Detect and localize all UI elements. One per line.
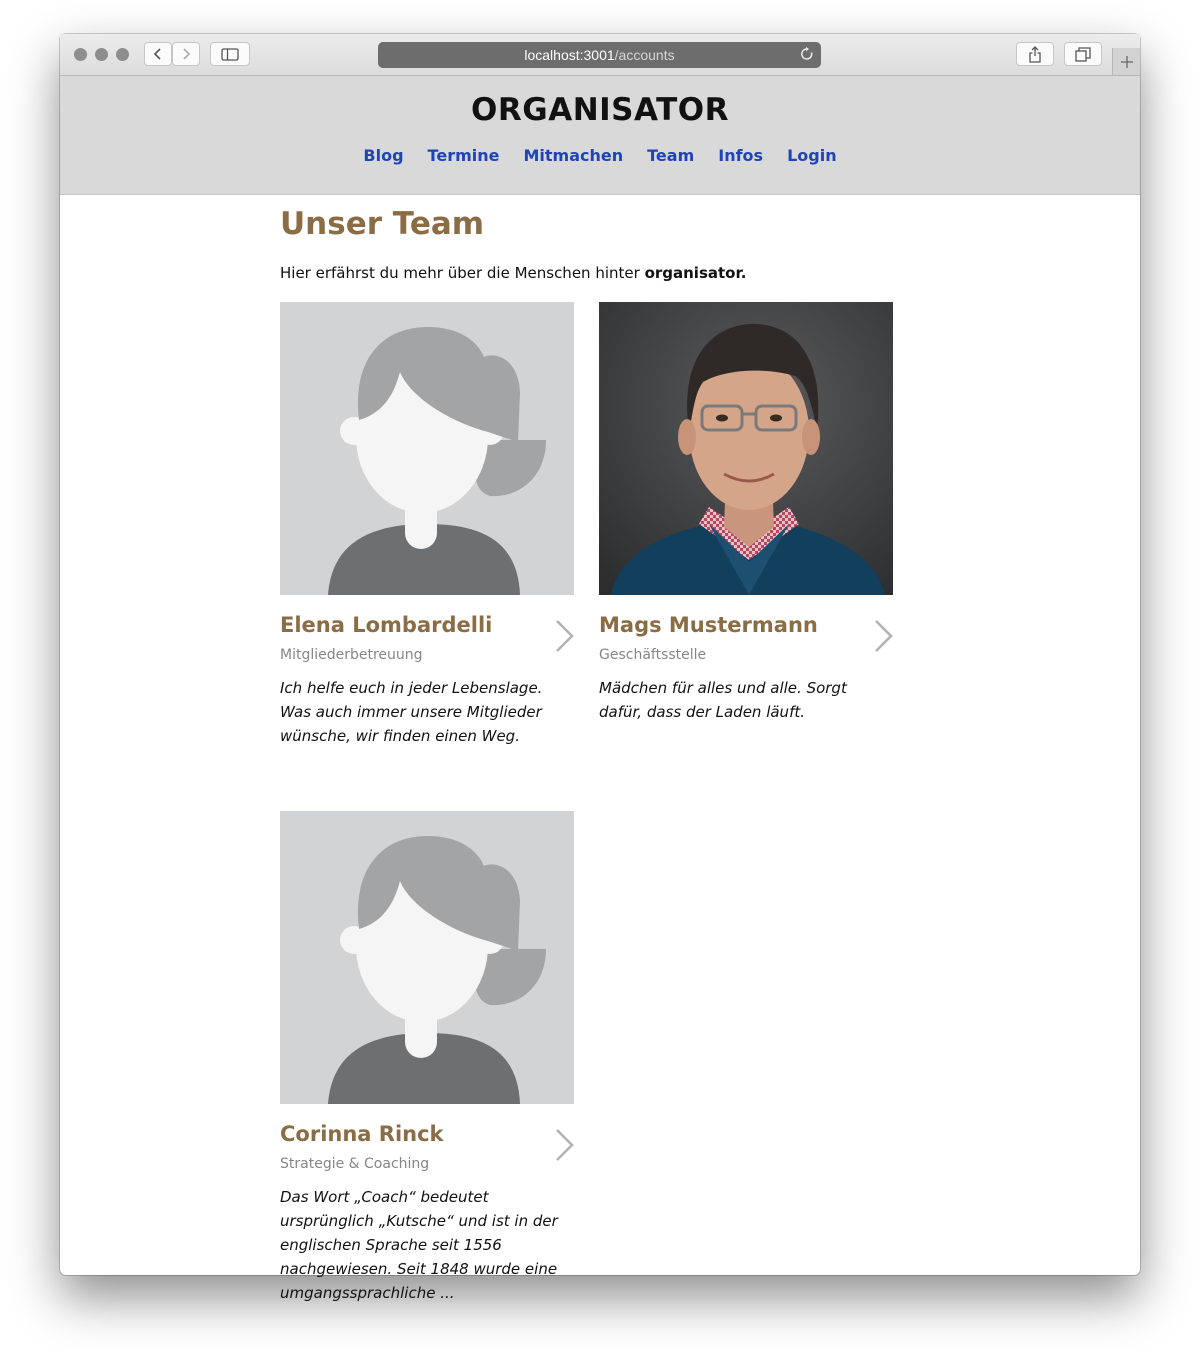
team-member-avatar — [280, 302, 574, 595]
address-bar[interactable] — [378, 42, 821, 68]
main-navigation — [60, 146, 1140, 165]
team-card[interactable] — [599, 302, 893, 721]
team-member-role: Geschäftsstelle — [599, 647, 707, 663]
chevron-right-icon[interactable] — [554, 618, 576, 654]
team-member-name[interactable]: Elena Lombardelli — [280, 613, 493, 637]
share-icon — [1028, 46, 1042, 63]
nav-infos[interactable]: Infos — [718, 146, 764, 165]
team-member-avatar — [280, 811, 574, 1104]
team-member-description: Ich helfe euch in jeder Lebenslage. Was auch immer unsere Mitglieder wünsche, wir finden einen Weg. — [280, 679, 543, 745]
url-path: /accounts — [614, 47, 675, 63]
page-title: Unser Team — [280, 206, 485, 242]
team-member-role: Mitgliederbetreuung — [280, 647, 423, 663]
browser-toolbar — [60, 34, 1140, 76]
chevron-right-icon — [181, 47, 191, 61]
nav-blog[interactable]: Blog — [363, 146, 404, 165]
zoom-window-button[interactable] — [116, 48, 129, 61]
sidebar-icon — [221, 48, 239, 61]
close-window-button[interactable] — [74, 48, 87, 61]
intro-bold: organisator. — [644, 264, 747, 282]
page-intro — [280, 264, 746, 282]
chevron-right-icon[interactable] — [554, 1127, 576, 1163]
intro-text: Hier erfährst du mehr über die Menschen hinter — [280, 264, 645, 282]
site-logo[interactable]: ORGANISATOR — [471, 92, 729, 128]
female-avatar-icon — [280, 811, 574, 1104]
new-tab-button[interactable] — [1112, 48, 1140, 75]
plus-icon — [1121, 56, 1133, 68]
sidebar-toggle-button[interactable] — [210, 42, 250, 66]
forward-button[interactable] — [172, 42, 200, 66]
tabs-overview-button[interactable] — [1064, 42, 1102, 66]
team-card[interactable] — [280, 811, 574, 1302]
site-header — [60, 76, 1140, 195]
url-host: localhost:3001 — [524, 47, 615, 63]
team-member-description: Mädchen für alles und alle. Sorgt dafür, dass der Laden läuft. — [599, 679, 847, 721]
nav-mitmachen[interactable]: Mitmachen — [523, 146, 624, 165]
chevron-left-icon — [153, 47, 163, 61]
nav-team[interactable]: Team — [647, 146, 695, 165]
back-button[interactable] — [144, 42, 172, 66]
team-member-name[interactable]: Mags Mustermann — [599, 613, 818, 637]
team-card[interactable] — [280, 302, 574, 745]
team-member-role: Strategie & Coaching — [280, 1156, 430, 1172]
nav-termine[interactable]: Termine — [427, 146, 500, 165]
reload-icon[interactable] — [799, 46, 815, 62]
minimize-window-button[interactable] — [95, 48, 108, 61]
nav-login[interactable]: Login — [787, 146, 837, 165]
team-member-photo — [599, 302, 893, 595]
chevron-right-icon[interactable] — [873, 618, 895, 654]
portrait-photo — [599, 302, 893, 595]
share-button[interactable] — [1016, 42, 1054, 66]
team-member-name[interactable]: Corinna Rinck — [280, 1122, 444, 1146]
tabs-icon — [1075, 47, 1091, 62]
team-member-description: Das Wort „Coach“ bedeutet ursprünglich „Kutsche“ und ist in der englischen Sprache seit 1556 nachgewiesen. Seit 1848 wurde eine umgangssprachliche ... — [280, 1188, 558, 1302]
browser-window — [60, 34, 1140, 1302]
female-avatar-icon — [280, 302, 574, 595]
